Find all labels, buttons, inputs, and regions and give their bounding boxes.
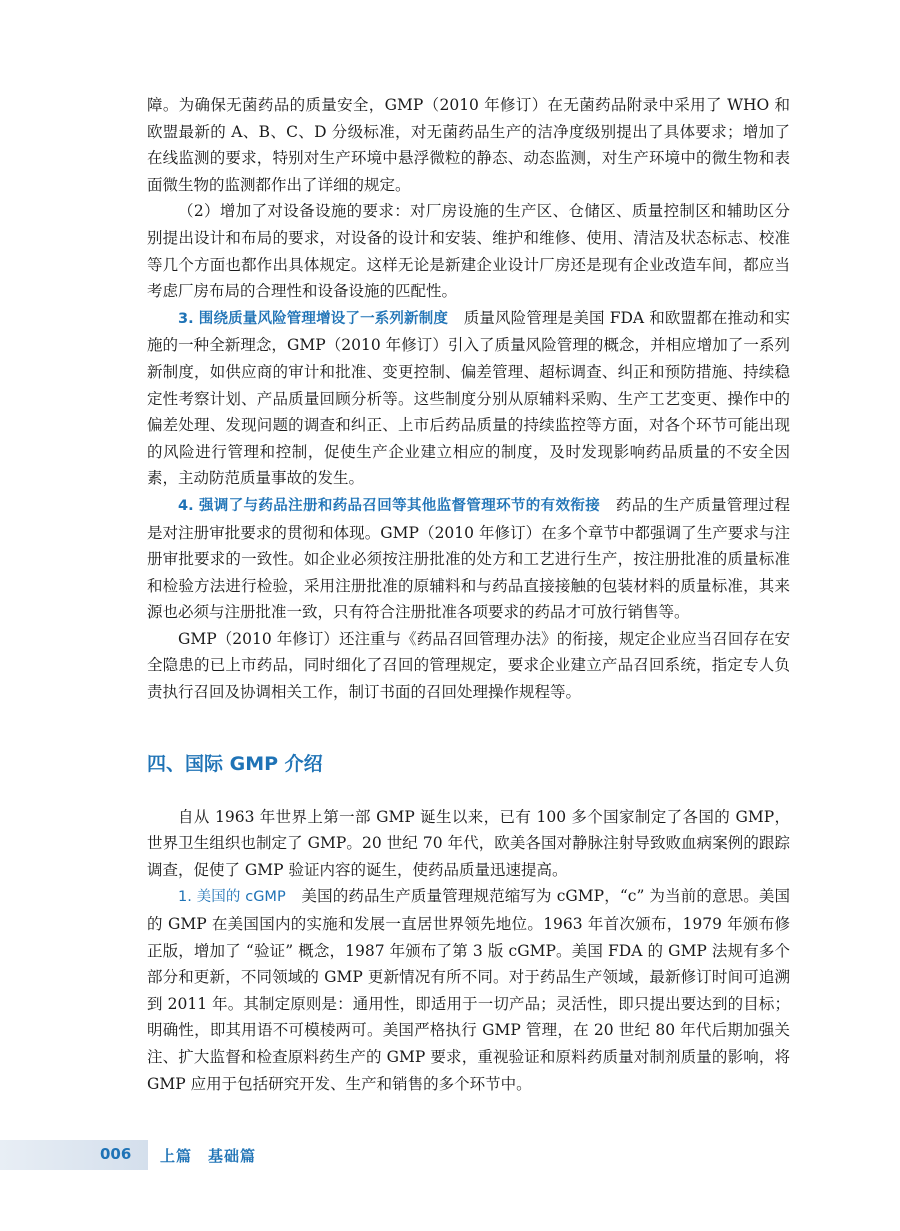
us-cgmp-heading: 1. 美国的 cGMP xyxy=(178,889,286,906)
footer-section-label: 上篇 基础篇 xyxy=(160,1147,257,1165)
paragraph-equipment-requirements: （2）增加了对设备设施的要求：对厂房设施的生产区、仓储区、质量控制区和辅助区分别提出设计和布局的要求，对设备的设计和安装、维护和维修、使用、清洁及状态标志、校准等几个方面也都作出具体规定。这样无论是新建企业设计厂房还是现有企业改造车间，都应当考虑厂房布局的合理性和设备设施的匹配性。 xyxy=(147,202,790,301)
paragraph-item-4 xyxy=(147,492,790,626)
us-cgmp-text: 美国的药品生产质量管理规范缩写为 cGMP，“c” 为当前的意思。美国的 GMP 在美国国内的实施和发展一直居世界领先地位。1963 年首次颁布，1979 年颁布修正版，增加了 “验证” 概念，1987 年颁布了第 3 版 cGMP。美国 FDA 的 GMP 法规有多个部分和更新，不同领域的 GMP 更新情况有所不同。对于药品生产领域，最新修订时间可追溯到 2011 年。其制定原则是：通用性，即适用于一切产品；灵活性，即只提出要达到的目标；明确性，即其用语不可模棱两可。美国严格执行 GMP 管理，在 20 世纪 80 年代后期加强关注、扩大监督和检查原料药生产的 GMP 要求，重视验证和原料药质量对制剂质量的影响，将 GMP 应用于包括研究开发、生产和销售的多个环节中。 xyxy=(147,887,791,1093)
paragraph-gmp-intro: 自从 1963 年世界上第一部 GMP 诞生以来，已有 100 多个国家制定了各国的 GMP，世界卫生组织也制定了 GMP。20 世纪 70 年代，欧美各国对静脉注射导致败血病案例的跟踪调查，促使了 GMP 验证内容的诞生，使药品质量迅速提高。 xyxy=(147,807,790,879)
paragraph-sterile-continued: 障。为确保无菌药品的质量安全，GMP（2010 年修订）在无菌药品附录中采用了 WHO 和欧盟最新的 A、B、C、D 分级标准，对无菌药品生产的洁净度级别提出了具体要求；增加了在线监测的要求，特别对生产环境中悬浮微粒的静态、动态监测，对生产环境中的微生物和表面微生物的监测都作出了详细的规定。 xyxy=(147,96,790,194)
item-4-text: 药品的生产质量管理过程是对注册审批要求的贯彻和体现。GMP（2010 年修订）在多个章节中都强调了生产要求与注册审批要求的一致性。如企业必须按注册批准的处方和工艺进行生产，按注册批准的质量标准和检验方法进行检验，采用注册批准的原辅料和与药品直接接触的包装材料的质量标准，其来源也必须与注册批准一致，只有符合注册批准各项要求的药品才可放行销售等。 xyxy=(147,495,790,622)
item-3-heading: 3. 围绕质量风险管理增设了一系列新制度 xyxy=(178,310,449,327)
paragraph-us-cgmp xyxy=(147,883,790,1097)
page-number: 006 xyxy=(100,1145,132,1163)
section-title-international-gmp: 四、国际 GMP 介绍 xyxy=(147,752,323,775)
page-footer xyxy=(0,1140,900,1170)
paragraph-item-3 xyxy=(147,305,790,492)
page-body xyxy=(147,92,790,1097)
paragraph-recall: GMP（2010 年修订）还注重与《药品召回管理办法》的衔接，规定企业应当召回存在安全隐患的已上市药品，同时细化了召回的管理规定，要求企业建立产品召回系统，指定专人负责执行召回及协调相关工作，制订书面的召回处理操作规程等。 xyxy=(147,629,790,702)
item-3-text: 质量风险管理是美国 FDA 和欧盟都在推动和实施的一种全新理念，GMP（2010 年修订）引入了质量风险管理的概念，并相应增加了一系列新制度，如供应商的审计和批准、变更控制、偏差管理、超标调查、纠正和预防措施、持续稳定性考察计划、产品质量回顾分析等。这些制度分别从原辅料采购、生产工艺变更、操作中的偏差处理、发现问题的调查和纠正、上市后药品质量的持续监控等方面，对各个环节可能出现的风险进行管理和控制，促使生产企业建立相应的制度，及时发现影响药品质量的不安全因素，主动防范质量事故的发生。 xyxy=(147,308,790,488)
item-4-heading: 4. 强调了与药品注册和药品召回等其他监督管理环节的有效衔接 xyxy=(178,497,601,514)
